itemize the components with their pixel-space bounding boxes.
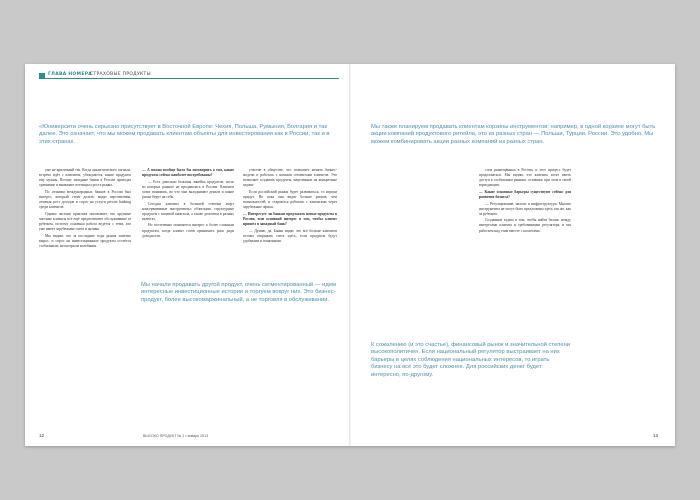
paragraph: Но постепенно появляется интерес к более сложным продуктам, когда клиент готов принимать риск ради доходности. bbox=[142, 223, 234, 238]
text-column-3 bbox=[243, 168, 337, 245]
paragraph: уже не критичный так. Когда аналитического сигнала, встреча идёт с клиентом, убеждаются, какие продукты ему нужны. Потому западные банки в России проводят сравнение и выявляют потенциал роста рынка. bbox=[39, 168, 131, 188]
magazine-spread bbox=[25, 64, 675, 446]
text-column-4 bbox=[479, 168, 571, 235]
paragraph: По отзывам международных банков в России был интерес, который стоит делать: видят перспективы, отмечая рост доходов и спрос на услуги private banking среди клиентов. bbox=[39, 189, 131, 210]
pull-quote-4: К сожалению (и это счастье), финансовый рынок и значительной степени высокополитичен. Если национальный регулятор выстраивает на них барьеры в целях соблюдения национальных интересов, то играть бизнесу на всё это будет сложнее. Для российских денег будет интересно, по-другому. bbox=[371, 342, 571, 378]
page-number-right: 13 bbox=[653, 433, 659, 438]
paragraph: Однако частная практика показывает, что крупные частные клиенты всё ещё предпочитают обслуживание за рубежом, поэтому основная работа ведётся с теми, кто уже имеет зарубежные счета и активы. bbox=[39, 211, 131, 232]
footer-credit: ВЫСОКО ПРОДУКТ № 1 • январь 2013 bbox=[143, 434, 209, 438]
question: — Какие основные барьеры существуют сейчас для развития бизнеса? bbox=[479, 189, 571, 199]
paragraph: — Думаю, да. Банки видят, что всё больше клиентов готовы открывать счета здесь, если продукты будут удобными и понятными. bbox=[243, 228, 337, 243]
paragraph: Созданные задача в том, чтобы найти баланс между интересами клиента и требованиями регулятора, и мы работаем над этим вместе с коллегами. bbox=[479, 218, 571, 233]
page-gutter bbox=[349, 64, 351, 446]
section-title: ГЛАВА НОМЕРА bbox=[48, 72, 93, 77]
topic-title: СТРАХОВЫЕ ПРОДУКТЫ bbox=[90, 72, 151, 77]
header-rule bbox=[39, 78, 339, 79]
pull-quote-2: Мы начали продавать другой продукт, очень сегментированный — идем интересные инвестиционные истории и торгуем вокруг них. Это бизнес-продукт, более высокомаржинальный, а не торговля в обслуживании. bbox=[141, 282, 336, 303]
paragraph: — Есть довольно большая линейка продуктов, часть из которых раньше не продавалась в России. Клиенты хотят понимать, во что они вкладывают деньги и какие риски берут на себя. bbox=[142, 179, 234, 199]
paragraph: Сегодня клиенты в большей степени ищут консервативные инструменты: облигации, структурные продукты с защитой капитала, а также депозиты в разных валютах. bbox=[142, 201, 234, 221]
text-column-2 bbox=[142, 168, 234, 240]
question: — А можно вообще было бы поговорить о том, какие продукты сейчас наиболее востребованы? bbox=[142, 168, 234, 178]
pull-quote-1: «Юниверсити очень серьезно присутствует в Восточной Европе: Чехия, Польша, Румыния, Болгария и так далее. Это означает, что мы можем продавать клиентам объекты для инвестирования как в России, так и в этих странах. bbox=[39, 124, 330, 145]
pull-quote-3: Мы также планируем продавать клиентам корзины инструментов: например, в одной корзине могут быть акции компаний продуктового ритейла, это из разных стран — Польши, Турции, России. Это удобно. Мы можем комбинировать акции разных компаний из разных стран. bbox=[371, 124, 656, 145]
paragraph: участие в обществе, что позволяет менять бизнес-модели и работать с новыми сегментами клиентов. Это позволяет создавать продукты, нацеленные на конкретные задачи. bbox=[243, 168, 337, 188]
paragraph: слов размещённых в России, и этот процесс будет продолжаться. Мы видим, что клиенты хотят иметь доступ к глобальным рынкам, оставаясь при этом в своей юрисдикции. bbox=[479, 168, 571, 188]
paragraph: Мы видим, что за последние годы рынок заметно вырос, и спрос на инвестиционные продукты остаётся стабильным, несмотря на колебания. bbox=[39, 233, 131, 248]
paragraph: Если российский рынок будет развиваться, то игроки придут. Но пока они видят больше рисков, чем возможностей, и стараются работать с клиентами через зарубежные офисы. bbox=[243, 189, 337, 210]
question: — Интересует ли банкам предлагать новые продукты в России, или основной интерес в том, чтобы клиент пришёл в западный банк? bbox=[243, 211, 337, 226]
paragraph: — Регулирование, налоги и инфраструктура. Многие инструменты не могут быть предложены здесь так же, как за рубежом. bbox=[479, 201, 571, 216]
text-column-1 bbox=[39, 168, 131, 250]
page-number-left: 12 bbox=[39, 433, 45, 438]
